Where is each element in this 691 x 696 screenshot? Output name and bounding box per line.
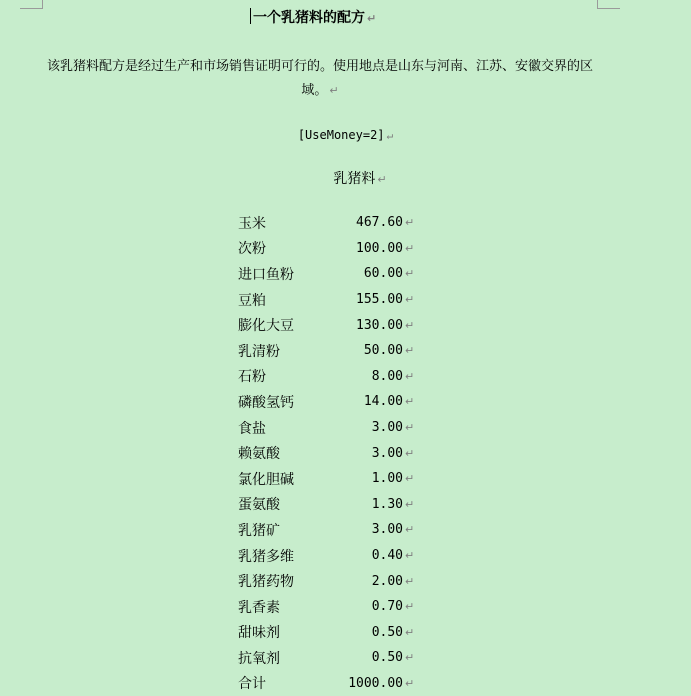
ingredient-row[interactable]: [238, 568, 438, 594]
ingredient-row[interactable]: [238, 312, 438, 338]
paragraph-mark-icon: ↵: [405, 676, 415, 690]
ingredient-name: 乳猪多维: [238, 548, 294, 565]
ingredient-amount: 155.00: [356, 292, 403, 308]
ingredient-row[interactable]: [238, 594, 438, 620]
ingredient-amount: 0.40: [371, 548, 403, 564]
paragraph-mark-icon: ↵: [405, 549, 415, 563]
ingredient-name: 进口鱼粉: [238, 266, 294, 283]
ingredient-name: 氯化胆碱: [238, 471, 294, 488]
ingredient-amount: 467.60: [356, 215, 403, 231]
ingredient-row[interactable]: [238, 517, 438, 543]
ingredient-amount: 1.30: [371, 496, 403, 512]
ingredient-name: 乳猪矿: [238, 522, 280, 539]
ingredient-row[interactable]: [238, 543, 438, 569]
ingredient-name: 膨化大豆: [238, 318, 294, 335]
paragraph-mark-icon: ↵: [329, 84, 339, 97]
paragraph-mark-icon: ↵: [405, 241, 415, 255]
ingredient-row[interactable]: [238, 645, 438, 671]
ingredient-name: 次粉: [238, 241, 266, 258]
ingredient-name: 乳清粉: [238, 343, 280, 360]
ingredient-amount: 2.00: [371, 573, 403, 589]
ingredient-row[interactable]: [238, 492, 438, 518]
ingredient-amount: 3.00: [371, 522, 403, 538]
paragraph-mark-icon: ↵: [405, 523, 415, 537]
ingredient-row[interactable]: [238, 389, 438, 415]
paragraph-mark-icon: ↵: [405, 497, 415, 511]
ingredient-row[interactable]: [238, 364, 438, 390]
paragraph-mark-icon: ↵: [386, 129, 394, 142]
paragraph-mark-icon: ↵: [405, 421, 415, 435]
use-money-text: [UseMoney=2]: [297, 128, 385, 142]
ingredient-row[interactable]: [238, 671, 438, 696]
use-money-field[interactable]: [0, 126, 691, 145]
paragraph-mark-icon: ↵: [405, 344, 415, 358]
ingredient-amount: 14.00: [363, 394, 403, 410]
ingredient-name: 乳香素: [238, 599, 280, 616]
paragraph-mark-icon: ↵: [405, 293, 415, 307]
paragraph-mark-icon: ↵: [405, 574, 415, 588]
ingredient-name: 乳猪药物: [238, 574, 294, 591]
ingredient-row[interactable]: [238, 338, 438, 364]
paragraph-mark-icon: ↵: [405, 625, 415, 639]
paragraph-mark-icon: ↵: [405, 651, 415, 665]
ingredient-row[interactable]: [238, 287, 438, 313]
ingredient-amount: 130.00: [356, 317, 403, 333]
intro-paragraph[interactable]: [40, 55, 600, 103]
ingredient-name: 磷酸氢钙: [238, 394, 294, 411]
paragraph-mark-icon: ↵: [405, 446, 415, 460]
ingredient-name: 蛋氨酸: [238, 497, 280, 514]
document-title[interactable]: [250, 8, 376, 29]
ingredient-amount: 0.70: [371, 599, 403, 615]
paragraph-mark-icon: ↵: [367, 12, 377, 25]
paragraph-mark-icon: ↵: [405, 369, 415, 383]
paragraph-mark-icon: ↵: [405, 216, 415, 230]
ingredient-name: 合计: [238, 676, 266, 693]
page-corner-mark-left: [20, 0, 43, 9]
ingredient-name: 豆粕: [238, 292, 266, 309]
ingredient-name: 石粉: [238, 369, 266, 386]
ingredient-name: 赖氨酸: [238, 446, 280, 463]
title-text: 一个乳猪料的配方: [253, 10, 365, 26]
page-corner-mark-right: [597, 0, 620, 9]
recipe-heading[interactable]: [0, 169, 691, 190]
ingredient-name: 甜味剂: [238, 625, 280, 642]
paragraph-mark-icon: ↵: [405, 472, 415, 486]
ingredient-name: 玉米: [238, 215, 266, 232]
ingredient-amount: 1.00: [371, 471, 403, 487]
recipe-heading-text: 乳猪料: [333, 171, 376, 187]
ingredient-name: 抗氧剂: [238, 650, 280, 667]
ingredient-row[interactable]: [238, 210, 438, 236]
ingredient-amount: 8.00: [371, 368, 403, 384]
text-cursor: [250, 8, 251, 24]
ingredient-row[interactable]: [238, 620, 438, 646]
ingredient-row[interactable]: [238, 261, 438, 287]
ingredient-amount: 100.00: [356, 240, 403, 256]
paragraph-mark-icon: ↵: [405, 267, 415, 281]
paragraph-mark-icon: ↵: [405, 318, 415, 332]
paragraph-mark-icon: ↵: [405, 395, 415, 409]
ingredient-list: [238, 210, 438, 696]
ingredient-amount: 60.00: [363, 266, 403, 282]
ingredient-name: 食盐: [238, 420, 266, 437]
ingredient-amount: 0.50: [371, 624, 403, 640]
ingredient-row[interactable]: [238, 415, 438, 441]
ingredient-amount: 1000.00: [348, 675, 403, 691]
paragraph-mark-icon: ↵: [377, 173, 387, 186]
ingredient-amount: 3.00: [371, 420, 403, 436]
ingredient-amount: 3.00: [371, 445, 403, 461]
paragraph-mark-icon: ↵: [405, 600, 415, 614]
ingredient-row[interactable]: [238, 236, 438, 262]
intro-text: 该乳猪料配方是经过生产和市场销售证明可行的。使用地点是山东与河南、江苏、安徽交界的区域。: [46, 59, 593, 98]
ingredient-row[interactable]: [238, 466, 438, 492]
ingredient-row[interactable]: [238, 440, 438, 466]
ingredient-amount: 50.00: [363, 343, 403, 359]
ingredient-amount: 0.50: [371, 650, 403, 666]
